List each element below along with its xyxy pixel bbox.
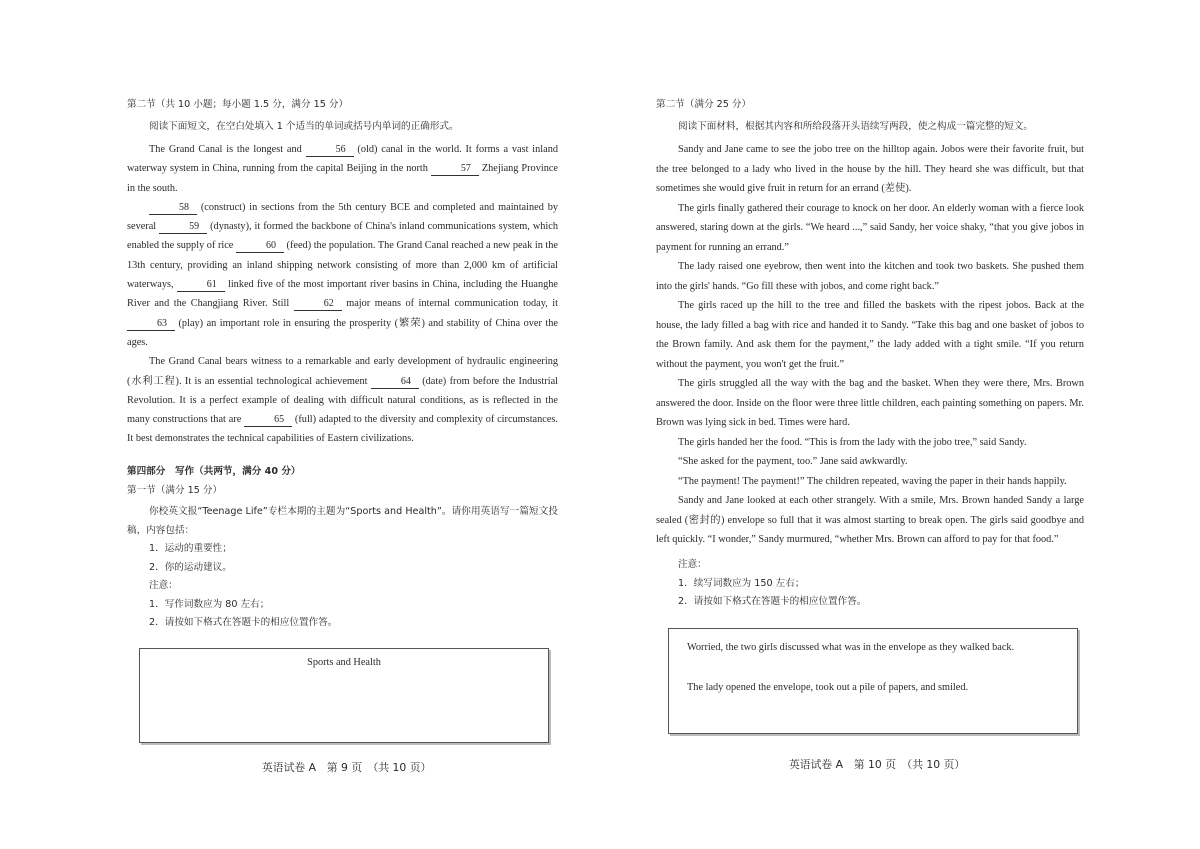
answer-box-sports-health[interactable] [139,648,549,743]
story-paragraph-9: Sandy and Jane looked at each other strangely. With a smile, Mrs. Brown handed Sandy a large sealed (密封的) envelope so full that it was almost starting to break open. The girls said goodbye and left quickly. “I wonder,” Sandy murmured, “whether Mrs. Brown can afford to pay for that food.” [656,495,1084,545]
writing-s1-note-2: 2．请按如下格式在答题卡的相应位置作答。 [149,617,338,628]
continuation-opening-2: The lady opened the envelope, took out a pile of papers, and smiled. [687,682,969,693]
continuation-note-label: 注意： [678,559,707,570]
story-paragraph-3: The lady raised one eyebrow, then went into the kitchen and took two baskets. She pushed them into the girls' hands. “Go fill these with jobos, and come right back.” [656,261,1084,292]
passage-paragraph-2 [127,198,558,352]
story-paragraph-2: The girls finally gathered their courage to knock on her door. An elderly woman with a fierce look answered, staring down at the girls. “We heard ...,” said Sandy, her voice shaky, “that you give jobos in payment for running an errand.” [656,202,1084,253]
continuation-opening-1: Worried, the two girls discussed what was in the envelope as they walked back. [687,642,1015,653]
passage-paragraph-1 [127,140,558,198]
answer-box-title: Sports and Health [307,657,381,668]
blank-58[interactable]: 58 [149,202,197,215]
section2-heading: 第二节（共 10 小题；每小题 1.5 分，满分 15 分） [127,99,349,110]
blank-60[interactable]: 60 [236,240,284,253]
page-footer-9: 英语试卷 A 第 9 页 （共 10 页） [262,761,432,774]
passage-text: (construct) in sections from the 5th century BCE and completed and maintained by several [127,201,558,233]
passage-text: The Grand Canal is the longest and [149,144,306,155]
passage-text: linked five of the most important river basins in China, including the Huanghe River and the Changjiang River. Still [127,279,558,310]
story-paragraph-1: Sandy and Jane came to see the jobo tree on the hilltop again. Jobos were their favorite fruit, but the tree belonged to a lady who lived in the house by the hill. They heard she was difficult, but that sometimes she would give fruit in return for an errand (差使). [656,144,1084,194]
blank-65[interactable]: 65 [244,414,292,427]
story-paragraph-4: The girls raced up the hill to the tree and filled the baskets with the ripest jobos. Back at the house, the lady filled a bag with rice and handed it to Sandy. “Take this bag and one basket of jobos to the Brown family. And ask them for the payment,” the lady added with a tight smile. “If you return without the payment, you won't get the fruit.” [656,300,1084,370]
section2-instruction: 阅读下面短文，在空白处填入 1 个适当的单词或括号内单词的正确形式。 [149,121,459,132]
passage-text: Zhejiang Province in the south. [127,163,558,194]
story-paragraph-8: “The payment! The payment!” The children repeated, waving the paper in their hands happily. [678,475,1067,487]
writing-s1-item-2: 2．你的运动建议。 [149,561,232,573]
writing-s1-item-1: 1．运动的重要性； [149,543,232,554]
story-paragraph-7: “She asked for the payment, too.” Jane said awkwardly. [678,456,908,467]
blank-57[interactable]: 57 [431,163,479,176]
blank-63[interactable]: 63 [127,318,175,331]
blank-59[interactable]: 59 [159,221,207,234]
passage-text: (play) an important role in ensuring the prosperity (繁荣) and stability of China over the ages. [127,317,558,348]
writing-s1-heading: 第一节（满分 15 分） [127,485,223,496]
page-footer-10: 英语试卷 A 第 10 页 （共 10 页） [789,758,966,771]
passage-text: (feed) the population. The Grand Canal reached a new peak in the 13th century, providing an inland shipping network consisting of more than 2,000 km of artificial waterways, [127,240,559,291]
writing-s1-note-label: 注意： [149,580,178,591]
story-paragraph-5: The girls struggled all the way with the bag and the basket. When they were there, Mrs. Brown answered the door. Inside on the floor were three little children, each painting something on papers. Mr. Brown was lying sick in bed. Times were hard. [656,378,1084,428]
part4-heading: 第四部分 写作（共两节，满分 40 分） [127,466,301,477]
answer-box-continuation[interactable] [668,628,1078,734]
passage-paragraph-3 [127,352,558,448]
passage-text: The Grand Canal bears witness to a remarkable and early development of hydraulic engineering (水利工程). It is an essential technological achievement [127,356,558,387]
blank-56[interactable]: 56 [306,144,354,157]
continuation-note-2: 2．请按如下格式在答题卡的相应位置作答。 [678,596,867,607]
story-paragraph-6: The girls handed her the food. “This is from the lady with the jobo tree,” said Sandy. [678,436,1027,448]
continuation-instruction: 阅读下面材料，根据其内容和所给段落开头语续写两段，使之构成一篇完整的短文。 [678,121,1033,132]
passage-text: (old) canal in the world. It forms a vast inland waterway system in China, running from the capital Beijing in the north [127,144,558,175]
writing-s1-prompt: 你校英文报“Teenage Life”专栏本期的主题为“Sports and Health”。请你用英语写一篇短文投稿，内容包括： [127,506,558,536]
blank-64[interactable]: 64 [371,376,419,389]
continuation-note-1: 1．续写词数应为 150 左右； [678,577,805,589]
writing-s1-note-1: 1．写作词数应为 80 左右； [149,598,270,610]
left-column [127,95,558,449]
blank-62[interactable]: 62 [294,298,342,311]
passage-text: (date) from before the Industrial Revolution. It is a perfect example of dealing with difficult natural conditions, as is reflected in the many constructions that are [127,375,559,426]
passage-text: (dynasty), it formed the backbone of China's inland communications system, which enabled the supply of rice [127,221,558,252]
passage-text: major means of internal communication today, it [341,298,558,310]
right-column [656,95,1084,550]
continuation-notes [656,556,1084,612]
blank-61[interactable]: 61 [177,279,225,292]
continuation-heading: 第二节（满分 25 分） [656,99,752,110]
passage-text: (full) adapted to the diversity and complexity of circumstances. It best demonstrates the technical capabilities of Eastern civilizations. [127,414,559,445]
writing-section [127,462,558,633]
